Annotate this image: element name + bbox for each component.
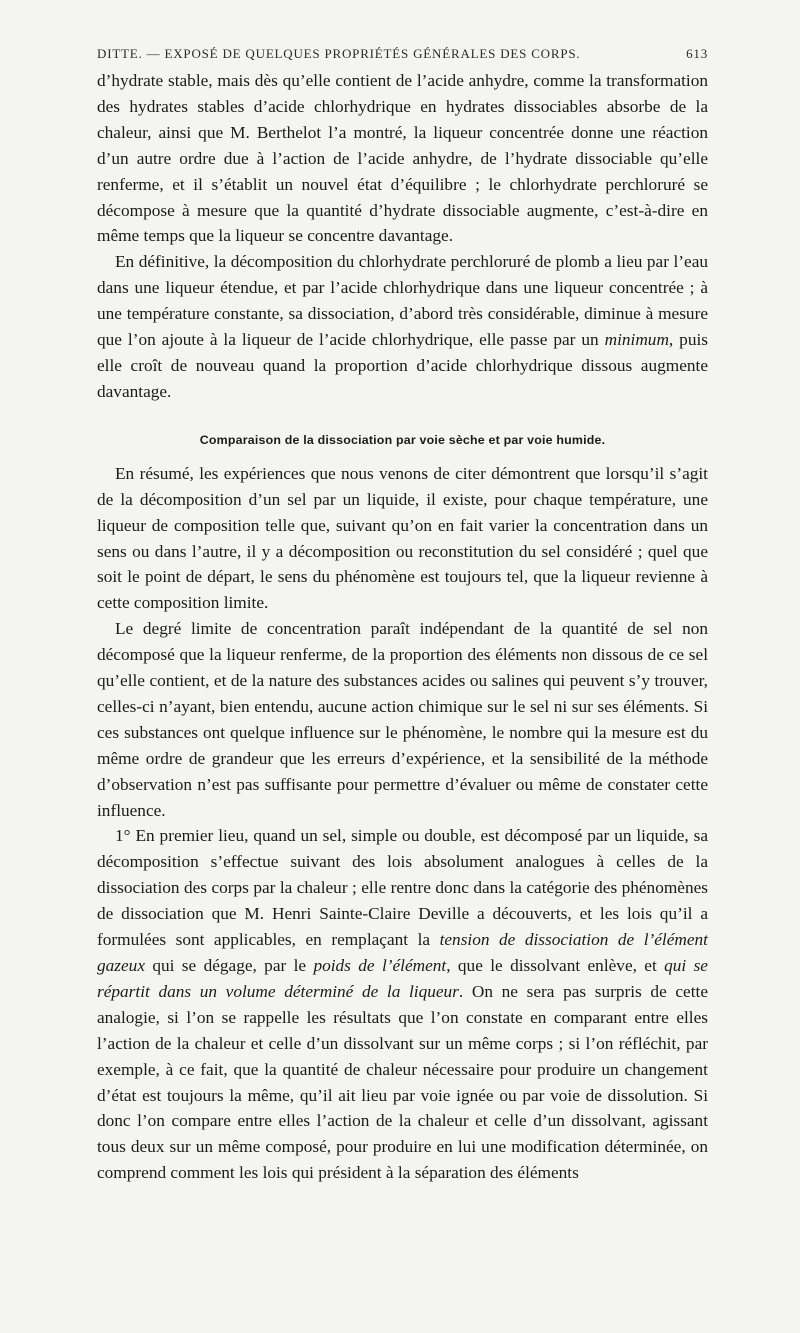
paragraph-5-part-b: qui se dégage, par le xyxy=(145,956,314,975)
running-title: DITTE. — EXPOSÉ DE QUELQUES PROPRIÉTÉS GÉNÉRALES DES CORPS. xyxy=(97,46,581,61)
running-header xyxy=(97,46,708,62)
paragraph-5-part-c: , que le dissolvant enlève, et xyxy=(446,956,665,975)
paragraph-5-emphasis-3: qui se répartit dans un volume déterminé de la liqueur xyxy=(97,956,708,1001)
paragraph-5-part-a: 1° En premier lieu, quand un sel, simple ou double, est décomposé par un liquide, sa décomposition s’effectue suivant des lois absolument analogues à celles de la dissociation des corps par la chaleur ; elle rentre donc dans la catégorie des phénomènes de dissociation que M. Henri Sainte-Claire Deville a découverts, et les lois qu’il a formulées sont applicables, en remplaçant la xyxy=(97,826,708,950)
paragraph-2 xyxy=(97,249,708,404)
section-heading: Comparaison de la dissociation par voie sèche et par voie humide. xyxy=(199,432,606,447)
page-number: 613 xyxy=(686,46,708,61)
paragraph-2-part-b: , puis elle croît de nouveau quand la proportion d’acide chlorhydrique dissous augmente davantage. xyxy=(97,330,708,401)
paragraph-2-part-a: En définitive, la décomposition du chlorhydrate perchloruré de plomb a lieu par l’eau dans une liqueur étendue, et par l’acide chlorhydrique dans une liqueur concentrée ; à une température constante, sa dissociation, d’abord très considérable, diminue à mesure que l’on ajoute à la liqueur de l’acide chlorhydrique, elle passe par un xyxy=(97,252,708,350)
paragraph-3: En résumé, les expériences que nous venons de citer démontrent que lorsqu’il s’agit de la décomposition d’un sel par un liquide, il existe, pour chaque température, une liqueur de composition telle que, suivant qu’on en fait varier la concentration dans un sens ou dans l’autre, il y a décomposition ou reconstitution du sel considéré ; quel que soit le point de départ, le sens du phénomène est toujours tel, que la liqueur revienne à cette composition limite. xyxy=(97,463,708,613)
paragraph-1: d’hydrate stable, mais dès qu’elle contient de l’acide anhydre, comme la transformation des hydrates stables d’acide chlorhydrique en hydrates dissociables absorbe de la chaleur, ainsi que M. Berthelot l’a montré, la liqueur concentrée donne une réaction d’un autre ordre due à l’action de l’acide anhydre, de l’hydrate dissociable qu’elle renferme, et il s’établit un nouvel état d’équilibre ; le chlorhydrate perchloruré se décompose à mesure que la quantité d’hydrate dissociable augmente, c’est-à-dire en même temps que la liqueur se concentre davantage. xyxy=(97,71,708,246)
paragraph-5 xyxy=(97,823,708,1186)
paragraph-4: Le degré limite de concentration paraît indépendant de la quantité de sel non décomposé que la liqueur renferme, de la proportion des éléments non dissous de ce sel qu’elle contient, et de la nature des substances acides ou salines qui peuvent s’y trouver, celles-ci n’ayant, bien entendu, aucune action chimique sur le sel ni sur ses éléments. Si ces substances ont quelque influence sur le phénomène, le nombre qui la mesure est du même ordre de grandeur que les erreurs d’expérience, et la sensibilité de la méthode d’observation n’est pas suffisante pour permettre d’évaluer ou même de constater cette influence. xyxy=(97,619,708,820)
paragraph-5-part-d: . On ne sera pas surpris de cette analogie, si l’on se rappelle les résultats que l’on constate en comparant entre elles l’action de la chaleur et celle d’un dissolvant sur un même corps ; si l’on réfléchit, par exemple, à ce fait, que la quantité de chaleur nécessaire pour produire un changement d’état est toujours la même, qu’il ait lieu par voie ignée ou par voie de dissolution. Si donc l’on compare entre elles l’action de la chaleur et celle d’un dissolvant, agissant tous deux sur un même composé, pour produire en lui une modification déterminée, on comprend comment les lois qui président à la séparation des éléments xyxy=(97,981,708,1183)
paragraph-5-emphasis-2: poids de l’élément xyxy=(313,956,447,975)
paragraph-2-emphasis: minimum xyxy=(604,330,669,350)
paragraph-5-emphasis-1: tension de dissociation de l’élément gazeux xyxy=(97,930,708,975)
